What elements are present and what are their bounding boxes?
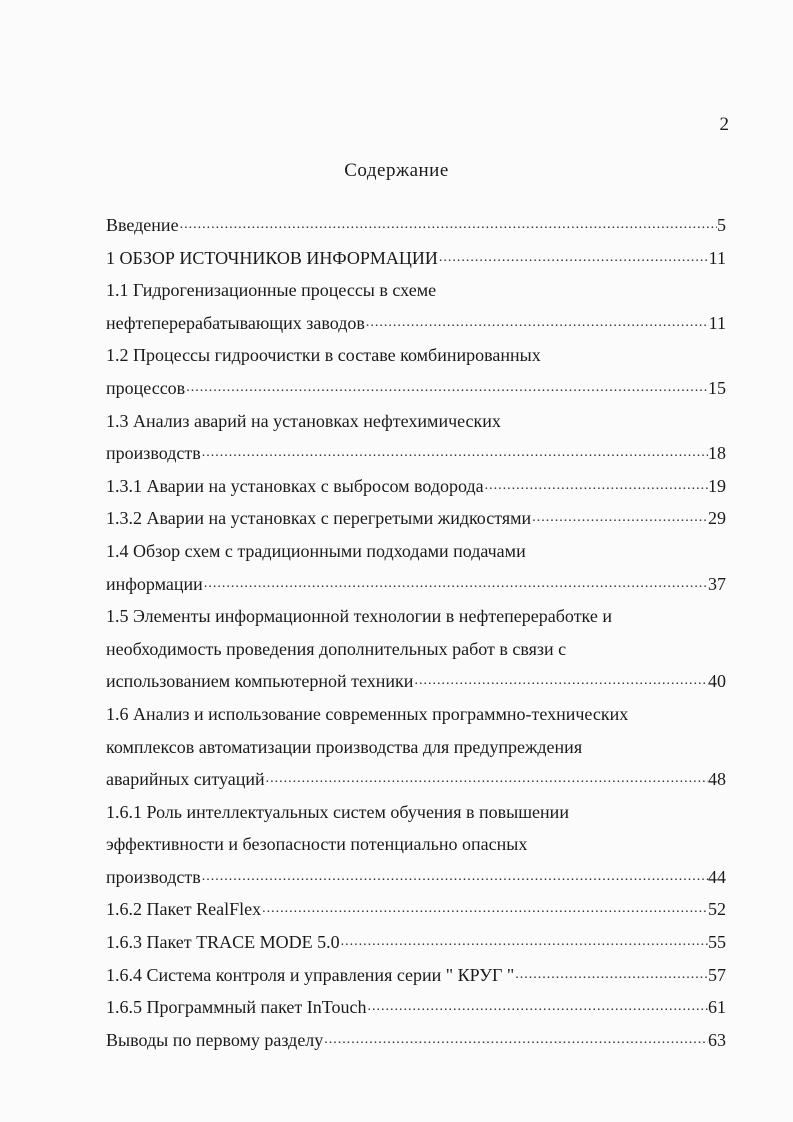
toc-entry-last-line [106, 372, 726, 405]
toc-entry-title: 1.6.2 Пакет RealFlex [106, 899, 262, 920]
toc-entry-title: Введение [106, 215, 179, 235]
toc-dot-leader [201, 437, 708, 470]
toc-dot-leader [514, 959, 708, 992]
toc-entry-line: необходимость проведения дополнительных работ в связи с [106, 638, 567, 659]
toc-entry-last-line [106, 893, 726, 926]
toc-entry-line: 1.2 Процессы гидроочистки в составе комбинированных [106, 345, 541, 366]
toc-entry-last-line [106, 861, 726, 894]
table-of-contents [106, 209, 726, 1056]
toc-dot-leader [367, 991, 708, 1024]
toc-entry[interactable] [106, 926, 726, 959]
toc-dot-leader [203, 568, 708, 601]
toc-entry-page: 57 [708, 964, 726, 985]
toc-entry-last-line [106, 665, 726, 698]
toc-entry-last-line [106, 568, 726, 601]
toc-entry-page: 37 [708, 573, 726, 594]
page-title: Содержание [344, 160, 449, 181]
toc-entry-page: 63 [708, 1029, 726, 1050]
toc-entry-line: 1.5 Элементы информационной технологии в нефтепереработке и [106, 606, 612, 627]
toc-entry-title: 1 ОБЗОР ИСТОЧНИКОВ ИНФОРМАЦИИ [106, 247, 438, 268]
toc-entry[interactable] [106, 698, 726, 796]
toc-dot-leader [179, 209, 717, 242]
toc-entry[interactable] [106, 405, 726, 470]
toc-entry-page: 40 [708, 671, 726, 692]
toc-entry-line: 1.3 Анализ аварий на установках нефтехимических [106, 410, 501, 431]
toc-entry-last-line [106, 209, 726, 242]
toc-entry-line: 1.4 Обзор схем с традиционными подходами подачами [106, 540, 526, 561]
toc-entry[interactable] [106, 209, 726, 242]
toc-entry-page: 18 [708, 443, 726, 464]
toc-entry-title: информации [106, 573, 203, 594]
toc-entry-title: 1.6.5 Программный пакет InTouch [106, 997, 367, 1018]
toc-entry[interactable] [106, 796, 726, 894]
toc-entry-page: 11 [708, 312, 726, 333]
toc-entry-page: 55 [708, 932, 726, 953]
toc-entry-title: 1.6.3 Пакет TRACE MODE 5.0 [106, 932, 340, 953]
toc-dot-leader [323, 1024, 708, 1057]
toc-entry[interactable] [106, 339, 726, 404]
toc-dot-leader [484, 470, 708, 503]
toc-entry[interactable] [106, 535, 726, 600]
toc-entry-line: 1.1 Гидрогенизационные процессы в схеме [106, 280, 437, 301]
toc-entry-page: 15 [708, 377, 726, 398]
toc-entry-title: использованием компьютерной техники [106, 671, 414, 692]
toc-entry-title: производств [106, 866, 201, 887]
toc-entry-page: 44 [708, 866, 726, 887]
toc-entry-last-line [106, 926, 726, 959]
toc-entry[interactable] [106, 991, 726, 1024]
toc-entry[interactable] [106, 893, 726, 926]
toc-dot-leader [531, 502, 708, 535]
toc-entry-page: 19 [708, 475, 726, 496]
toc-entry-line: 1.6.1 Роль интеллектуальных систем обучения в повышении [106, 801, 569, 822]
toc-entry-title: процессов [106, 377, 186, 398]
toc-entry[interactable] [106, 1024, 726, 1057]
toc-entry[interactable] [106, 470, 726, 503]
toc-entry-page: 29 [708, 508, 726, 529]
page-number: 2 [719, 114, 729, 135]
toc-entry-page: 48 [708, 769, 726, 790]
toc-entry-page: 52 [708, 899, 726, 920]
toc-dot-leader [413, 665, 708, 698]
toc-entry[interactable] [106, 600, 726, 698]
toc-dot-leader [201, 861, 708, 894]
toc-entry-last-line [106, 242, 726, 275]
toc-entry-line: 1.6 Анализ и использование современных программно-технических [106, 703, 629, 724]
toc-entry-title: Выводы по первому разделу [106, 1029, 324, 1050]
toc-entry-last-line [106, 991, 726, 1024]
toc-entry-title: аварийных ситуаций [106, 769, 265, 790]
toc-entry[interactable] [106, 274, 726, 339]
toc-dot-leader [265, 763, 708, 796]
toc-dot-leader [340, 926, 708, 959]
toc-entry[interactable] [106, 502, 726, 535]
toc-entry-line: комплексов автоматизации производства для предупреждения [106, 736, 583, 757]
toc-dot-leader [438, 242, 709, 275]
toc-entry[interactable] [106, 242, 726, 275]
toc-dot-leader [365, 307, 709, 340]
toc-entry[interactable] [106, 959, 726, 992]
toc-entry-last-line [106, 763, 726, 796]
toc-entry-last-line [106, 307, 726, 340]
toc-entry-page: 5 [717, 215, 726, 235]
toc-dot-leader [185, 372, 708, 405]
toc-entry-last-line [106, 959, 726, 992]
toc-entry-title: производств [106, 443, 201, 464]
toc-entry-page: 11 [708, 247, 726, 268]
toc-entry-line: эффективности и безопасности потенциально опасных [106, 834, 528, 855]
toc-entry-last-line [106, 437, 726, 470]
toc-entry-last-line [106, 470, 726, 503]
toc-entry-last-line [106, 1024, 726, 1057]
toc-entry-title: 1.3.1 Аварии на установках с выбросом водорода [106, 475, 484, 496]
toc-dot-leader [261, 893, 708, 926]
toc-entry-last-line [106, 502, 726, 535]
toc-entry-title: 1.6.4 Система контроля и управления серии " КРУГ " [106, 964, 515, 985]
toc-entry-title: 1.3.2 Аварии на установках с перегретыми жидкостями [106, 508, 532, 529]
toc-entry-title: нефтеперерабатывающих заводов [106, 312, 365, 333]
toc-entry-page: 61 [708, 997, 726, 1018]
